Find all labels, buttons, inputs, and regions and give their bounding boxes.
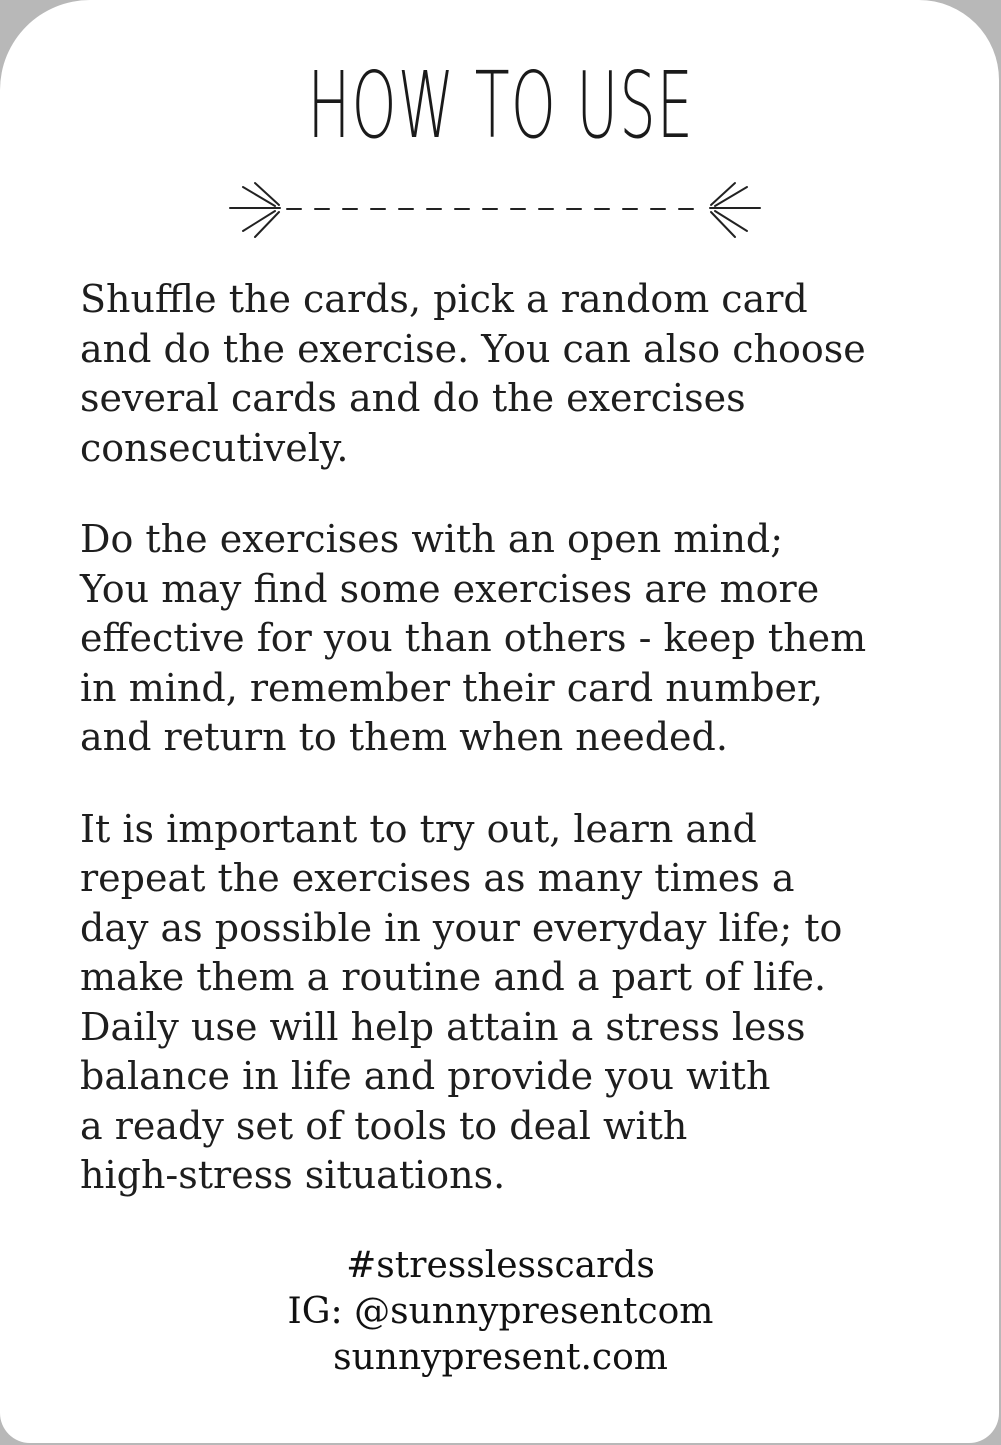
text-line: day as possible in your everyday life; to bbox=[80, 905, 843, 950]
text-line: make them a routine and a part of life. bbox=[80, 955, 827, 999]
text-line: Daily use will help attain a stress less bbox=[80, 1004, 806, 1049]
paragraph-open-mind bbox=[80, 515, 940, 763]
paragraph-shuffle bbox=[80, 275, 940, 473]
text-line: Shuffle the cards, pick a random card bbox=[80, 277, 808, 321]
text-line: You may find some exercises are more bbox=[80, 566, 820, 611]
text-line: It is important to try out, learn and bbox=[80, 806, 757, 851]
text-line: Do the exercises with an open mind; bbox=[80, 517, 784, 561]
text-line: effective for you than others - keep them bbox=[80, 616, 867, 660]
hashtag: #stresslesscards bbox=[346, 1245, 655, 1286]
card-footer bbox=[0, 1243, 999, 1381]
card-title: HOW TO USE bbox=[307, 52, 694, 159]
text-line: and return to them when needed. bbox=[80, 715, 728, 759]
website: sunnypresent.com bbox=[333, 1337, 668, 1378]
text-line: in mind, remember their card number, bbox=[80, 665, 824, 710]
text-line: and do the exercise. You can also choose bbox=[80, 326, 866, 371]
text-line: repeat the exercises as many times a bbox=[80, 856, 795, 900]
text-line: balance in life and provide you with bbox=[80, 1054, 771, 1098]
text-line: high-stress situations. bbox=[80, 1153, 506, 1197]
dashed-arrow-divider-icon bbox=[225, 175, 765, 245]
text-line: consecutively. bbox=[80, 425, 349, 470]
paragraph-routine bbox=[80, 805, 940, 1201]
text-line: a ready set of tools to deal with bbox=[80, 1103, 688, 1148]
title-area bbox=[0, 52, 999, 159]
instagram-handle: IG: @sunnypresentcom bbox=[287, 1291, 714, 1332]
instructions-body bbox=[80, 275, 940, 1243]
text-line: several cards and do the exercises bbox=[80, 376, 746, 420]
